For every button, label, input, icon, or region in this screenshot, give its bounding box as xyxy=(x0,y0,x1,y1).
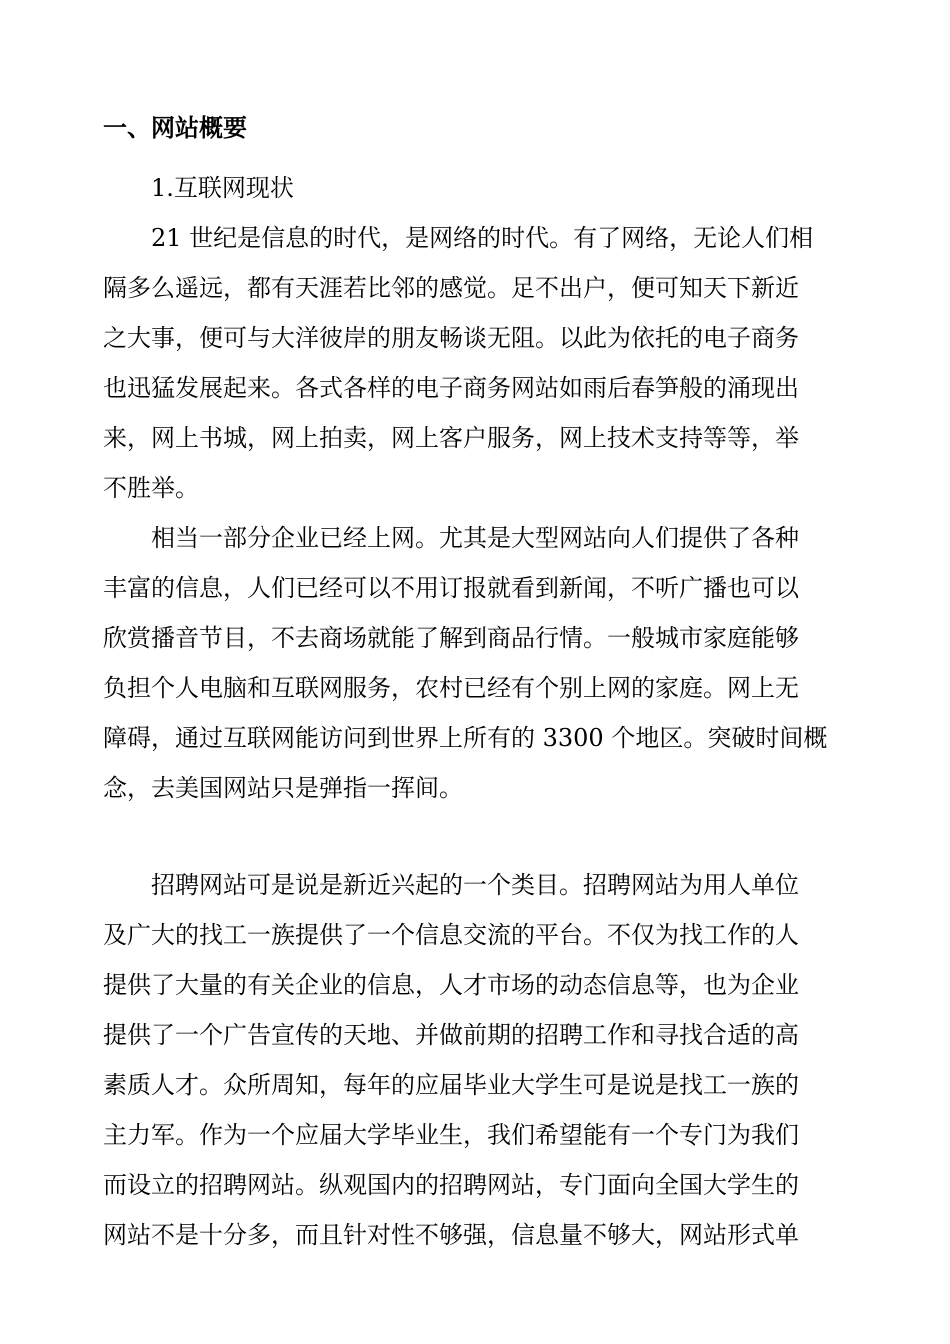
section-heading: 一、网站概要 xyxy=(103,113,247,142)
paragraph-line: 丰富的信息，人们已经可以不用订报就看到新闻，不听广播也可以 xyxy=(103,574,799,602)
paragraph-line: 网站不是十分多，而且针对性不够强，信息量不够大，网站形式单 xyxy=(103,1221,799,1249)
paragraph-line: 主力军。作为一个应届大学毕业生，我们希望能有一个专门为我们 xyxy=(103,1121,799,1149)
subsection-heading: 1.互联网现状 xyxy=(151,174,294,202)
paragraph-line: 21 世纪是信息的时代，是网络的时代。有了网络，无论人们相 xyxy=(151,224,814,252)
paragraph-line: 念，去美国网站只是弹指一挥间。 xyxy=(103,774,463,802)
paragraph-line: 负担个人电脑和互联网服务，农村已经有个别上网的家庭。网上无 xyxy=(103,674,799,702)
paragraph-line: 招聘网站可是说是新近兴起的一个类目。招聘网站为用人单位 xyxy=(151,871,799,899)
paragraph-line: 障碍，通过互联网能访问到世界上所有的 3300 个地区。突破时间概 xyxy=(103,724,828,752)
paragraph-line: 也迅猛发展起来。各式各样的电子商务网站如雨后春笋般的涌现出 xyxy=(103,374,799,402)
paragraph-line: 欣赏播音节目，不去商场就能了解到商品行情。一般城市家庭能够 xyxy=(103,624,799,652)
paragraph-internet-status xyxy=(103,213,863,513)
paragraph-line: 提供了一个广告宣传的天地、并做前期的招聘工作和寻找合适的高 xyxy=(103,1021,799,1049)
paragraph-recruitment-sites xyxy=(103,860,863,1260)
paragraph-line: 隔多么遥远，都有天涯若比邻的感觉。足不出户，便可知天下新近 xyxy=(103,274,799,302)
paragraph-line: 而设立的招聘网站。纵观国内的招聘网站，专门面向全国大学生的 xyxy=(103,1171,799,1199)
paragraph-line: 素质人才。众所周知，每年的应届毕业大学生可是说是找工一族的 xyxy=(103,1071,799,1099)
paragraph-enterprise-online xyxy=(103,513,863,813)
paragraph-line: 提供了大量的有关企业的信息，人才市场的动态信息等，也为企业 xyxy=(103,971,799,999)
paragraph-line: 不胜举。 xyxy=(103,474,199,502)
paragraph-line: 之大事，便可与大洋彼岸的朋友畅谈无阻。以此为依托的电子商务 xyxy=(103,324,799,352)
paragraph-line: 来，网上书城，网上拍卖，网上客户服务，网上技术支持等等，举 xyxy=(103,424,799,452)
paragraph-line: 及广大的找工一族提供了一个信息交流的平台。不仅为找工作的人 xyxy=(103,921,799,949)
paragraph-line: 相当一部分企业已经上网。尤其是大型网站向人们提供了各种 xyxy=(151,524,799,552)
